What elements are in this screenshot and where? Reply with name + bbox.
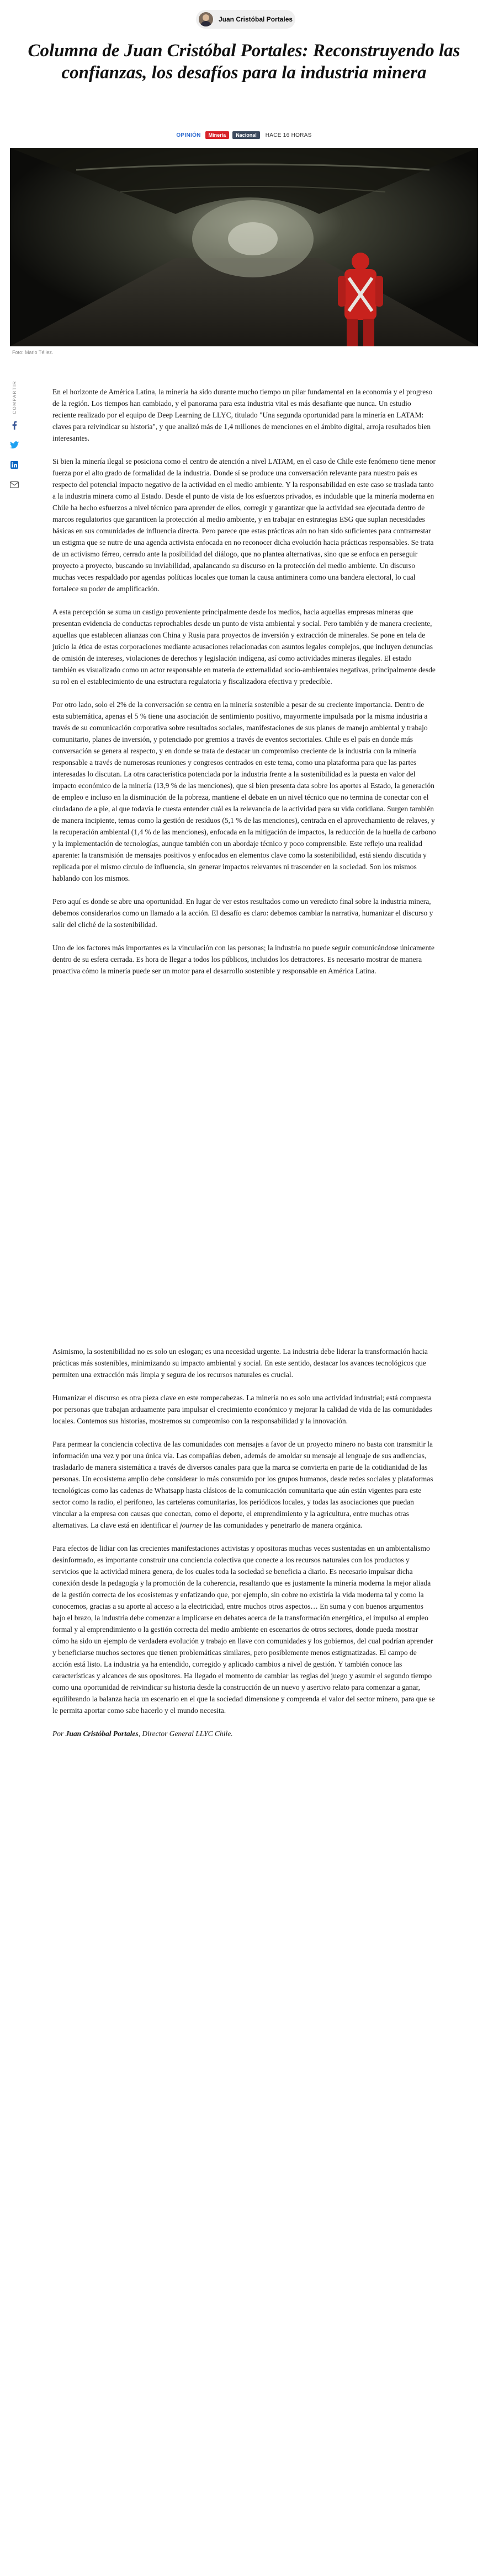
article-body-part-2 [52, 1346, 436, 1751]
paragraph: Para efectos de lidiar con las crecientes manifestaciones activistas y opositoras muchas veces sustentadas en un ambientalismo desinformado, es importante construir una conciencia colectiva que conecte a los recursos naturales con los productos y servicios que la actividad minera genera, de los cuales toda la sociedad se beneficia a diario. Es necesario impulsar dicha conexión desde la pedagogía y la promoción de la coherencia, resaltando que es justamente la minería moderna la mejor aliada de la gestión correcta de los ecosistemas y enfatizando que, por ejemplo, sin cobre no existiría la vida moderna tal y como la conocemos, gracias a su aporte al acceso a la electricidad, entre muchos otros aspectos… En suma y con buenos argumentos bajo el brazo, la industria debe comenzar a implicarse en debates acerca de la transformación energética, el impulso al empleo formal y al emprendimiento o la gestión correcta del medio ambiente en escenarios de otros sectores, donde pueda mostrar cómo ha sido un ejemplo de verdadera evolución y trabajo en llave con comunidades y los gobiernos, del cual podrían aprender y beneficiarse muchos sectores que tienen problemáticas similares, pero posiblemente menos estigmatizadas. El campo de acción está listo. La industria ya ha entendido, corregido y aplicado cambios a nivel de gestión. Y también conoce las características y alcances de sus opositores. Ha llegado el momento de cambiar las reglas del juego y asumir el segundo tiempo como una oportunidad de reivindicar su historia desde la construcción de un nuevo y asertivo relato para comenzar a ganar, equilibrando la balanza hacia un escenario en el que la sociedad dimensione y comprenda el valor del sector minero, para que se le permita aportar como sabe hacerlo y el mundo necesita. [52, 1544, 435, 1715]
paragraph: En el horizonte de América Latina, la minería ha sido durante mucho tiempo un pilar fundamental en la economía y el progreso de la región. Los tiempos han cambiado, y el panorama para esta industria vital es más desafiante que nunca. Un estudio reciente realizado por el equipo de Deep Learning de LLYC, titulado "Una segunda oportunidad para la minería en LATAM: claves para reivindicar su historia", y que analizó más de 1,4 millones de menciones en el ámbito digital, arroja resultados bien interesantes. [52, 388, 433, 442]
tag-mineria[interactable]: Minería [205, 131, 230, 139]
paragraph [52, 1438, 436, 1531]
paragraph: A esta percepción se suma un castigo proveniente principalmente desde los medios, hacia aquellas empresas mineras que presentan evidencia de conductas reprochables desde un punto de vista ambiental y social. Pero también y de manera creciente, aquellas que establecen alianzas con China y Rusia para proyectos de inversión y extracción de minerales. Se pone en tela de juicio la ética de estas corporaciones mediante acusaciones relacionadas con asuntos legales complejos, que incluyen denuncias de omisión de intereses, violaciones de derechos y legislación indígena, así como actividades mineras ilegales. El estado también es visualizado como un actor responsable en materia de externalidad socio-ambientales negativas, principalmente desde su rol en el establecimiento de una estructura regulatoria y fiscalizadora efectiva y predecible. [52, 608, 436, 685]
article-meta [0, 129, 488, 141]
author-name: Juan Cristóbal Portales [219, 15, 293, 23]
linkedin-icon[interactable] [9, 459, 20, 470]
paragraph: Por otro lado, solo el 2% de la conversación se centra en la minería sostenible a pesar de su creciente importancia. Dentro de esta subtemática, apenas el 5 % tiene una asociación de sentimiento positivo, mayormente impulsada por la misma industria a través de su comunicación corporativa sobre resultados sociales, manifestaciones de sus planes de manejo ambiental y trabajo comunitario, planes de inversión, y potenciado por gremios a través de eventos sectoriales. Chile es el país en donde más conversación se genera al respecto, y en donde se trata de destacar un compromiso creciente de la industria con la minería responsable a través de numerosas reuniones y congresos centrados en este tema, como una plataforma para que las partes interesadas lo discutan. La otra característica potenciada por la industria frente a la sostenibilidad es la puesta en valor del impacto económico de la minería (13,9 % de las menciones), que si bien presenta data sobre los aportes al Estado, la generación de empleo e incluso en la disminución de la pobreza, mantiene el debate en un nivel técnico que no termina de conectar con el ciudadano de a pie, al que todavía le cuesta entender cuál es la relevancia de la actividad para su vida cotidiana. Surgen también de manera incipiente, temas como la gestión de residuos (5,1 % de las menciones), centrada en el aprovechamiento de relaves, y la recuperación ambiental (1,4 % de las menciones), enfocada en la mitigación de impactos, la reducción de la huella de carbono y la implementación de tecnologías, aunque también con un abordaje técnico y poco comprensible. Este reflejo una realidad aparente: la transmisión de mensajes positivos y enfocados en elementos clave como la sostenibilidad, está siendo discutida y replicada por el mismo círculo de influencia, sin generar impactos relevantes ni trascender en la sociedad. Son los mismos hablando con los mismos. [52, 700, 436, 882]
author-chip[interactable] [196, 10, 295, 29]
paragraph: Pero aquí es donde se abre una oportunidad. En lugar de ver estos resultados como un veredicto final sobre la industria minera, debemos considerarlos como un llamado a la acción. El desafío es claro: debemos cambiar la narrativa, humanizar el discurso y salir del cliché de la sostenibilidad. [52, 897, 433, 929]
paragraph: Asimismo, la sostenibilidad no es solo un eslogan; es una necesidad urgente. La industria debe liderar la transformación hacia prácticas más sostenibles, minimizando su impacto ambiental y social. En este sentido, destacar los avances tecnológicos que permiten una extracción más limpia y segura de los recursos naturales es crucial. [52, 1347, 428, 1379]
emphasis-journey: journey [179, 1521, 203, 1529]
email-icon[interactable] [9, 479, 20, 490]
signature-suffix: , Director General LLYC Chile. [138, 1729, 233, 1738]
hero-photo-mine-tunnel [10, 148, 478, 346]
photo-credit: Foto: Mario Téllez. [12, 350, 54, 355]
share-rail [8, 381, 21, 499]
facebook-icon[interactable] [9, 420, 20, 431]
share-label: COMPARTIR [12, 381, 17, 414]
paragraph: Uno de los factores más importantes es la vinculación con las personas; la industria no puede seguir comunicándose únicamente dentro de su esfera cerrada. Es hora de llegar a todos los públicos, incluidos los detractores. Es necesario mostrar de manera proactiva cómo la minería puede ser un motor para el desarrollo sostenible y responsable en América Latina. [52, 944, 435, 975]
paragraph-text: de las comunidades y penetrarlo de manera orgánica. [203, 1521, 363, 1529]
author-signature [52, 1728, 436, 1739]
paragraph-text: Para permear la conciencia colectiva de las comunidades con mensajes a favor de un proyecto minero no basta con transmitir la información una vez y por una única vía. Las compañías deben, además de amoldar su mensaje al lenguaje de sus audiencias, trasladarlo de manera sistemática a través de diversos canales para que la marca se convierta en parte de la cotidianidad de las personas. Un ecosistema amplio debe considerar lo más consumido por los grupos humanos, desde redes sociales y plataformas tecnológicas como las cadenas de Whatsapp hasta clásicos de la comunicación comunitaria que aún están vigentes para este sector como la radio, el perifoneo, las carteleras comunitarias, los periódicos locales, y todas las asociaciones que puedan vincular a la empresa con causas que conectan, como el deporte, el emprendimiento y la agricultura, entre muchas otras alternativas. La clave está en identificar el [52, 1440, 433, 1529]
publish-time: HACE 16 HORAS [265, 132, 312, 138]
article-title: Columna de Juan Cristóbal Portales: Reconstruyendo las confianzas, los desafíos para la industria minera [28, 41, 460, 83]
signature-name: Juan Cristóbal Portales [65, 1729, 139, 1738]
tag-nacional[interactable]: Nacional [232, 131, 260, 139]
paragraph: Humanizar el discurso es otra pieza clave en este rompecabezas. La minería no es solo una actividad industrial; está compuesta por personas que trabajan arduamente para impulsar el crecimiento económico y mejorar la calidad de vida de las comunidades locales. Contemos sus historias, mostremos su compromiso con la responsabilidad y la innovación. [52, 1394, 432, 1425]
article-body-part-1 [52, 386, 436, 988]
signature-prefix: Por [52, 1729, 66, 1738]
section-label[interactable]: OPINIÓN [176, 132, 201, 138]
author-avatar [199, 12, 213, 26]
paragraph: Si bien la minería ilegal se posiciona como el centro de atención a nivel LATAM, en el caso de Chile este fenómeno tiene menor fuerza por el alto grado de formalidad de la industria. Donde sí se produce una conversación relevante para nuestro país es respecto del potencial impacto negativo de la actividad en el medio ambiente. Y la responsabilidad en este caso se traslada tanto a la industria minera como al Estado. Desde el punto de vista de los esfuerzos privados, es indudable que la minería moderna en Chile ha hecho esfuerzos a nivel técnico para aprender de ellos, corregir y garantizar que la actividad sea ejecutada dentro de marcos regulatorios que garanticen la protección al medio ambiente, y en trabajar en estrategias ESG que suplan necesidades básicas en sus comunidades de influencia directa. Pero parece que estas prácticas aún no han sido suficientes para contrarrestar un estigma que se nutre de una agenda activista enfocada en no reconocer dicha evolución hacia prácticas responsables. Se trata de un activismo férreo, cerrado ante la posibilidad del diálogo, que no plantea alternativas, sino que se enfoca en perseguir proyecto a proyecto, buscando su inviabilidad, apalancando su discurso en la protección del medio ambiente. Un discurso muchas veces respaldado por agendas políticas locales que toman la causa antiminera como una bandera electoral, lo cual fortalece su poder de amplificación. [52, 457, 436, 593]
twitter-icon[interactable] [9, 440, 20, 451]
